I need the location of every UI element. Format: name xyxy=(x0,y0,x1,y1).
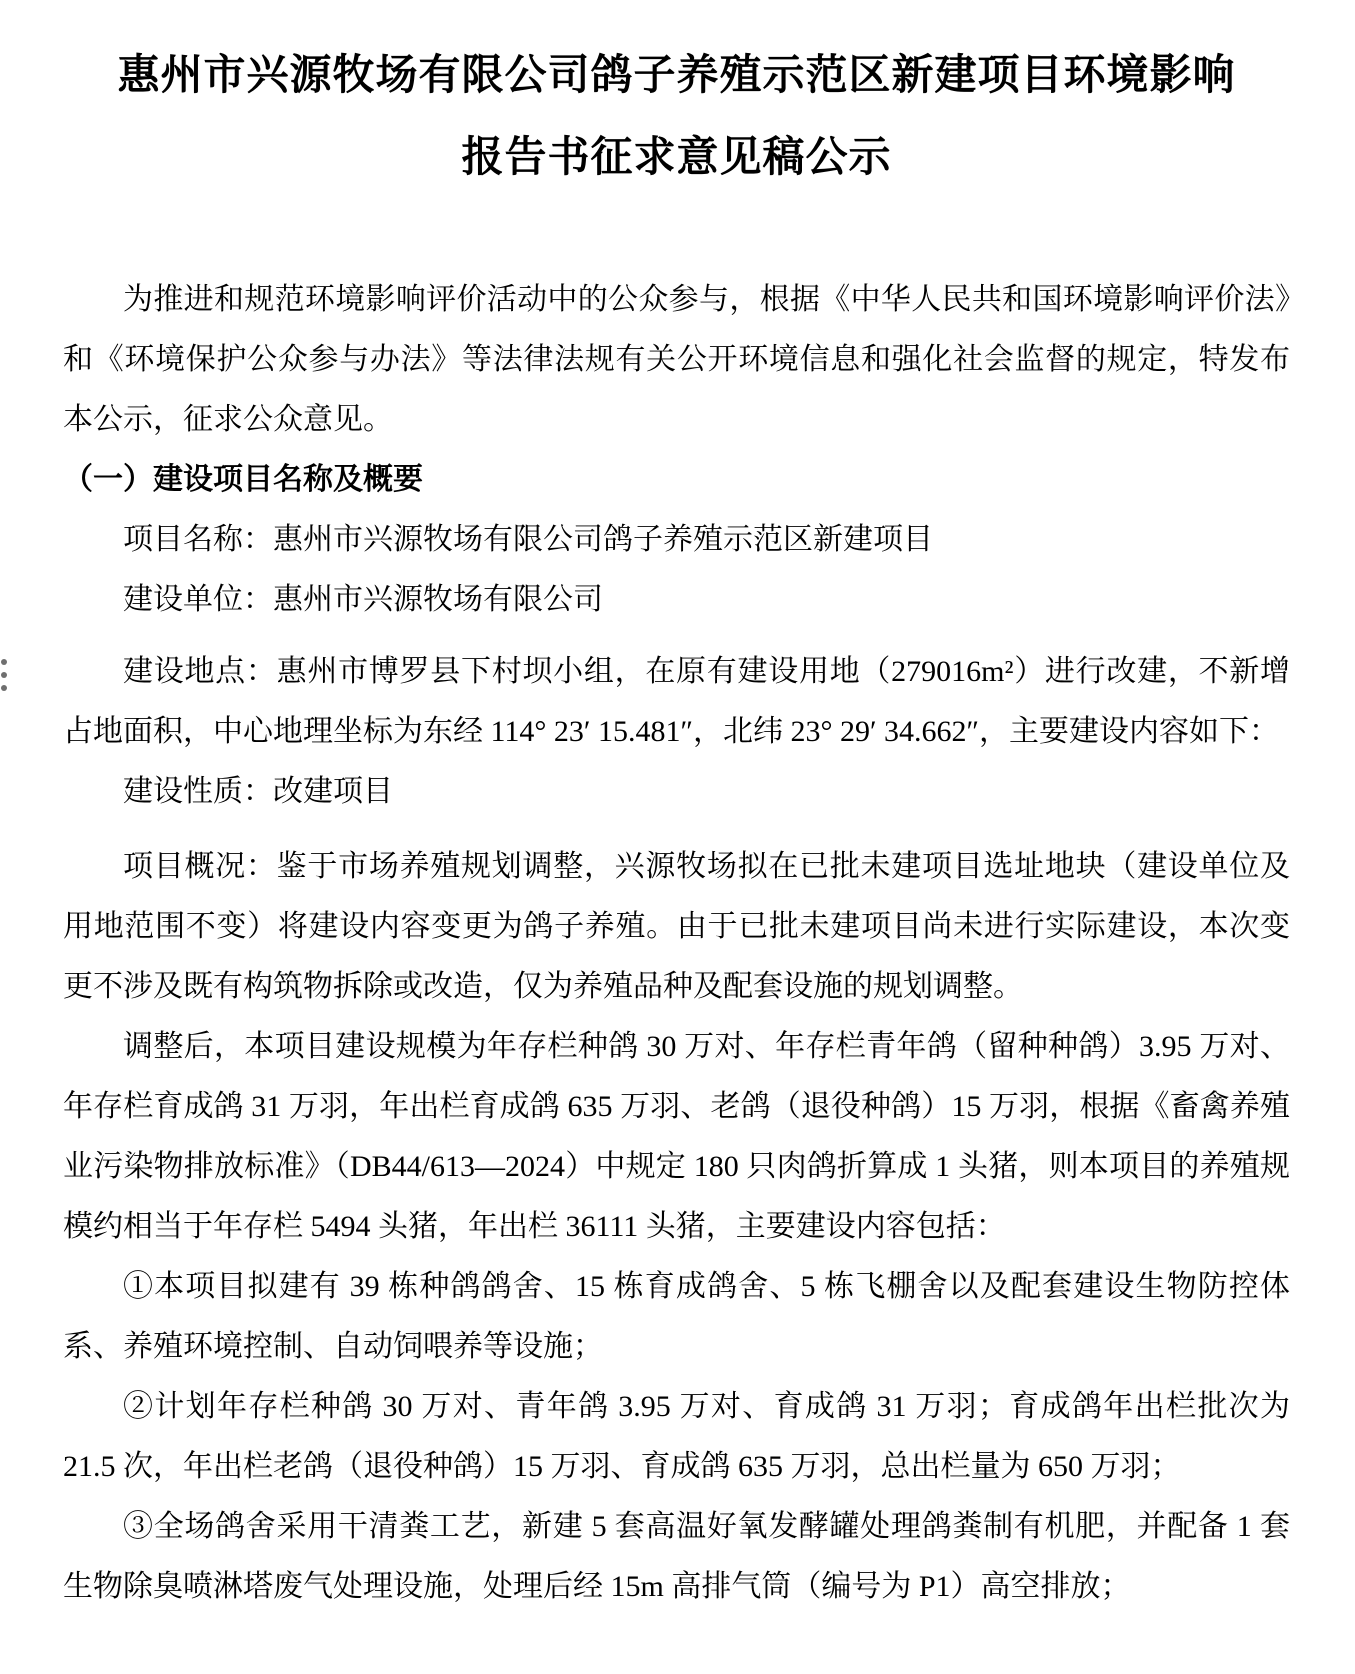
document-body xyxy=(63,270,1290,1617)
document-title xyxy=(63,35,1290,199)
document-title-line-1: 惠州市兴源牧场有限公司鸽子养殖示范区新建项目环境影响 xyxy=(117,53,1236,99)
left-margin-dots-icon xyxy=(1,659,7,691)
paragraph: 建设性质：改建项目 xyxy=(123,775,393,808)
paragraph: 调整后，本项目建设规模为年存栏种鸽 30 万对、年存栏青年鸽（留种种鸽）3.95 万对、年存栏育成鸽 31 万羽，年出栏育成鸽 635 万羽、老鸽（退役种鸽）15 万羽，根据《畜禽养殖业污染物排放标准》（DB44/613—2024）中规定 180 只肉鸽折算成 1 头猪，则本项目的养殖规模约相当于年存栏 5494 头猪，年出栏 36111 头猪，主要建设内容包括： xyxy=(63,1030,1290,1243)
document-title-line-2: 报告书征求意见稿公示 xyxy=(461,135,892,181)
paragraph: ②计划年存栏种鸽 30 万对、青年鸽 3.95 万对、育成鸽 31 万羽；育成鸽年出栏批次为 21.5 次，年出栏老鸽（退役种鸽）15 万羽、育成鸽 635 万羽，总出栏量为 650 万羽； xyxy=(63,1390,1290,1483)
dot xyxy=(1,685,7,691)
section-heading: （一）建设项目名称及概要 xyxy=(63,463,423,496)
paragraph: 项目概况：鉴于市场养殖规划调整，兴源牧场拟在已批未建项目选址地块（建设单位及用地范围不变）将建设内容变更为鸽子养殖。由于已批未建项目尚未进行实际建设，本次变更不涉及既有构筑物拆除或改造，仅为养殖品种及配套设施的规划调整。 xyxy=(63,850,1290,1003)
paragraph: ①本项目拟建有 39 栋种鸽鸽舍、15 栋育成鸽舍、5 栋飞棚舍以及配套建设生物防控体系、养殖环境控制、自动饲喂养等设施； xyxy=(63,1270,1290,1363)
paragraph: 为推进和规范环境影响评价活动中的公众参与，根据《中华人民共和国环境影响评价法》和《环境保护公众参与办法》等法律法规有关公开环境信息和强化社会监督的规定，特发布本公示，征求公众意见。 xyxy=(63,283,1290,436)
paragraph: 项目名称：惠州市兴源牧场有限公司鸽子养殖示范区新建项目 xyxy=(123,523,933,556)
dot xyxy=(1,659,7,665)
dot xyxy=(1,672,7,678)
paragraph: 建设单位：惠州市兴源牧场有限公司 xyxy=(123,583,603,616)
paragraph: ③全场鸽舍采用干清粪工艺，新建 5 套高温好氧发酵罐处理鸽粪制有机肥，并配备 1 套生物除臭喷淋塔废气处理设施，处理后经 15m 高排气筒（编号为 P1）高空排放； xyxy=(63,1510,1290,1603)
paragraph: 建设地点：惠州市博罗县下村坝小组，在原有建设用地（279016m²）进行改建，不新增占地面积，中心地理坐标为东经 114° 23′ 15.481″，北纬 23° 29′ 34.662″，主要建设内容如下： xyxy=(63,655,1290,748)
